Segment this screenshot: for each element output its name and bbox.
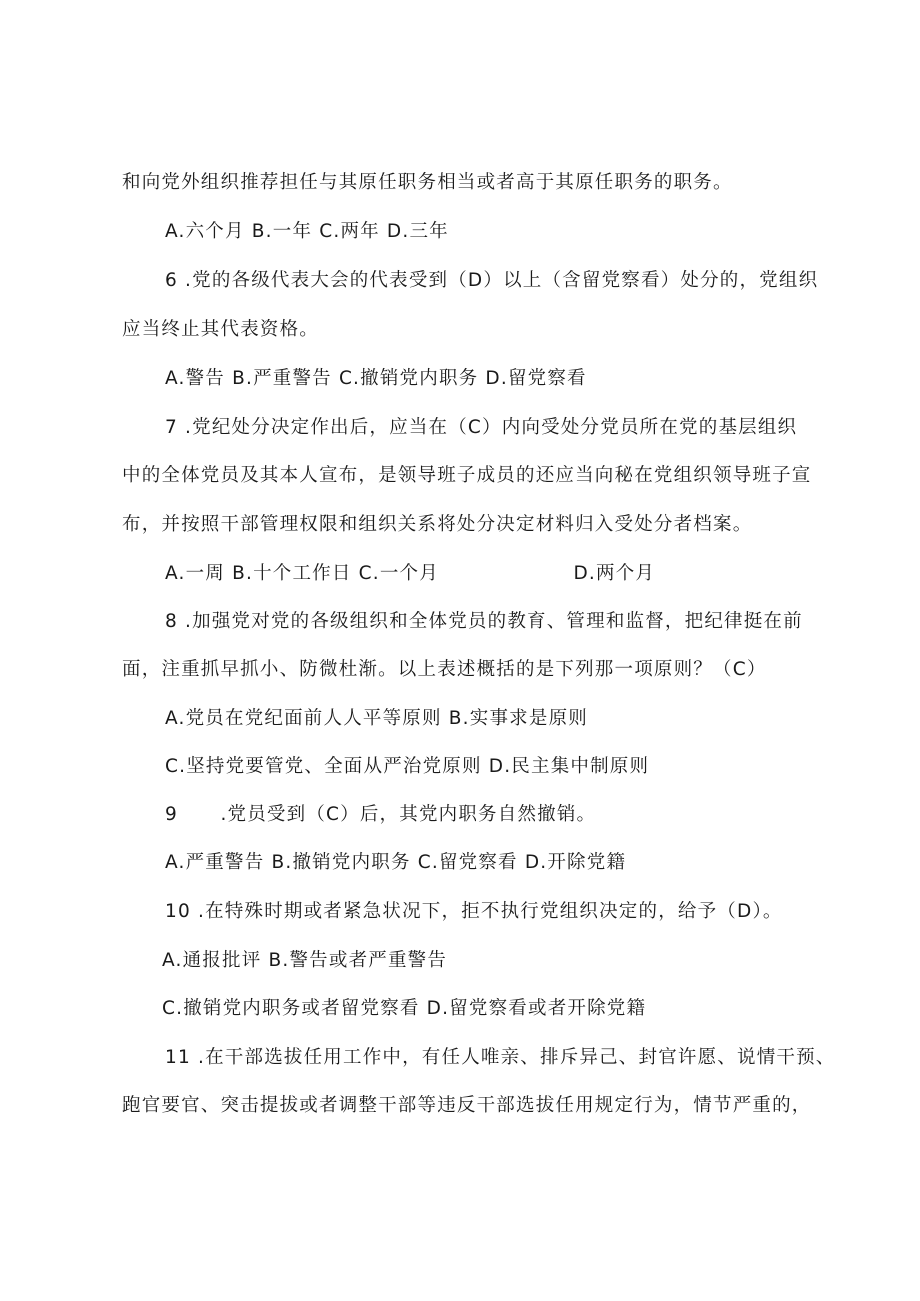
question-10-options-1: A.通报批评 B.警告或者严重警告 — [162, 950, 448, 971]
question-9-line: 9 .党员受到（C）后，其党内职务自然撤销。 — [165, 804, 597, 825]
question-10-options-2: C.撤销党内职务或者留党察看 D.留党察看或者开除党籍 — [162, 998, 647, 1019]
question-8-options-1: A.党员在党纪面前人人平等原则 B.实事求是原则 — [165, 708, 588, 729]
question-7-line-3: 布，并按照干部管理权限和组织关系将处分决定材料归入受处分者档案。 — [122, 514, 753, 535]
options-line: A.六个月 B.一年 C.两年 D.三年 — [165, 221, 449, 242]
question-6-options: A.警告 B.严重警告 C.撤销党内职务 D.留党察看 — [165, 368, 587, 389]
question-11-line-1: 11 .在干部选拔任用工作中，有任人唯亲、排斥异己、封官许愿、说情干预、 — [165, 1047, 836, 1068]
question-7-options: A.一周 B.十个工作日 C.一个月 D.两个月 — [165, 563, 656, 584]
question-6-line-1: 6 .党的各级代表大会的代表受到（D）以上（含留党察看）处分的，党组织 — [165, 270, 819, 291]
question-7-line-1: 7 .党纪处分决定作出后，应当在（C）内向受处分党员所在党的基层组织 — [165, 417, 798, 438]
question-10-line: 10 .在特殊时期或者紧急状况下，拒不执行党组织决定的，给予（D）。 — [165, 901, 783, 922]
question-8-options-2: C.坚持党要管党、全面从严治党原则 D.民主集中制原则 — [165, 756, 650, 777]
question-11-line-2: 跑官要官、突击提拔或者调整干部等违反干部选拔任用规定行为，情节严重的， — [122, 1095, 812, 1116]
question-8-line-1: 8 .加强党对党的各级组织和全体党员的教育、管理和监督，把纪律挺在前 — [165, 611, 803, 632]
question-9-options: A.严重警告 B.撤销党内职务 C.留党察看 D.开除党籍 — [165, 852, 627, 873]
question-7-line-2: 中的全体党员及其本人宣布，是领导班子成员的还应当向秘在党组织领导班子宣 — [122, 465, 812, 486]
question-6-line-2: 应当终止其代表资格。 — [122, 319, 320, 340]
paragraph-line: 和向党外组织推荐担任与其原任职务相当或者高于其原任职务的职务。 — [122, 172, 733, 193]
question-8-line-2: 面，注重抓早抓小、防微杜渐。以上表述概括的是下列那一项原则？（C） — [122, 659, 767, 680]
